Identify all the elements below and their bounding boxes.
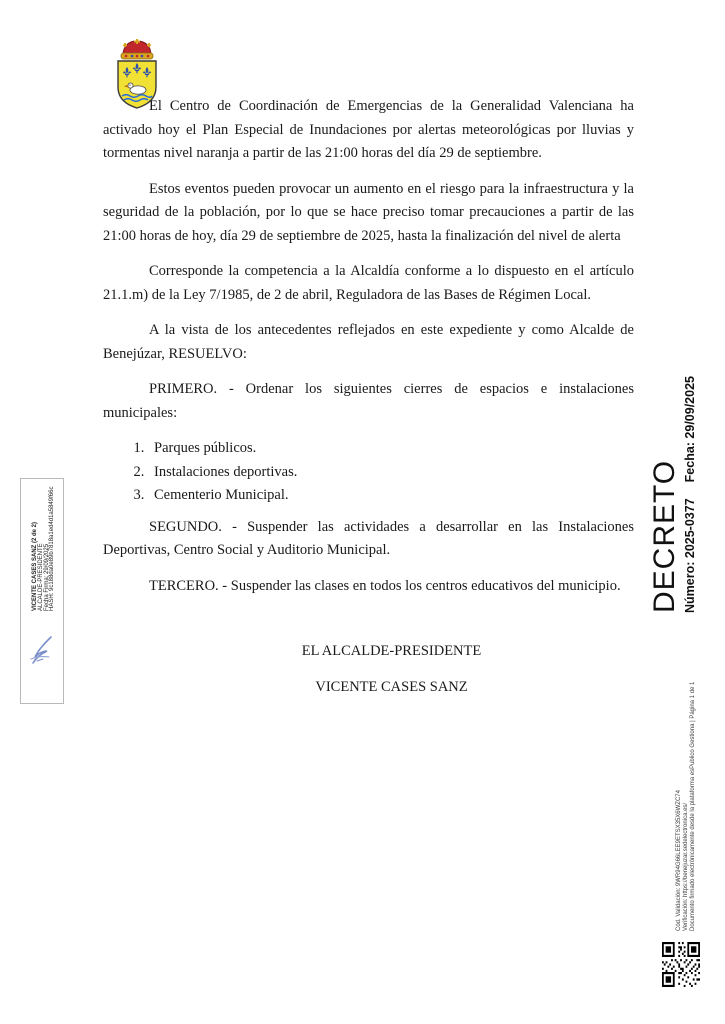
paragraph-segundo: SEGUNDO. - Suspender las actividades a desarrollar en las Instalaciones Deportivas, Centro Social y Auditorio Municipal. bbox=[103, 518, 634, 558]
stamp-signer-role: ALCALDE-PRESIDENTE bbox=[37, 543, 44, 611]
decree-body bbox=[103, 95, 634, 711]
decree-meta bbox=[682, 376, 698, 613]
decree-date: Fecha: 29/09/2025 bbox=[683, 376, 697, 483]
paragraph-risk: Estos eventos pueden provocar un aumento en el riesgo para la infraestructura y la seguridad de la población, por lo que se hace preciso tomar precauciones a partir de las 21:00 horas de hoy, día 29 de septiembre de 2025, hasta la finalización del nivel de alerta bbox=[103, 180, 634, 244]
list-item-text: Cementerio Municipal. bbox=[154, 487, 289, 503]
signature-block bbox=[103, 640, 634, 699]
paragraph-primero: PRIMERO. - Ordenar los siguientes cierres de espacios e instalaciones municipales: bbox=[103, 381, 634, 421]
paragraph-tercero: TERCERO. - Suspender las clases en todos los centros educativos del municipio. bbox=[149, 577, 621, 594]
decree-sidebar bbox=[647, 376, 698, 613]
list-item bbox=[148, 484, 634, 508]
handwritten-signature-icon bbox=[27, 633, 55, 667]
validation-footer bbox=[676, 682, 698, 931]
list-item bbox=[148, 461, 634, 485]
list-item-text: Instalaciones deportivas. bbox=[154, 463, 298, 480]
decree-number: Número: 2025-0377 bbox=[683, 498, 697, 613]
paragraph-competence: Corresponde la competencia a la Alcaldía conforme a lo dispuesto en el artículo 21.1.m) de la Ley 7/1985, de 2 de abril, Reguladora de las Bases de Régimen Local. bbox=[103, 263, 634, 303]
qr-code-icon bbox=[662, 942, 700, 987]
list-item bbox=[148, 437, 634, 461]
stamp-sign-date: Fecha Firma: 29/09/2025 bbox=[43, 543, 50, 611]
paragraph-resuelvo: A la vista de los antecedentes reflejados en este expediente y como Alcalde de Benejúzar, RESUELVO: bbox=[103, 322, 634, 362]
closure-list bbox=[103, 437, 634, 508]
validation-code: Cód. Validación: 9WR94G66LEE9ETSX35X6WZC74 bbox=[676, 790, 682, 931]
platform-note: Documento firmado electrónicamente desde la plataforma esPublico Gestiona | Página 1 de 1 bbox=[690, 681, 697, 931]
list-item-text: Parques públicos. bbox=[154, 440, 257, 456]
decree-title: DECRETO bbox=[648, 459, 681, 613]
signature-name: VICENTE CASES SANZ bbox=[315, 678, 468, 695]
signature-title: EL ALCALDE-PRESIDENTE bbox=[301, 643, 482, 659]
verification-url: Verificación: https://benejuzar.sedelectronica.es/ bbox=[683, 802, 690, 931]
stamp-signer-name: VICENTE CASES SANZ (2 de 2) bbox=[32, 521, 38, 611]
stamp-hash: HASH: 9c188da0e89b7818a1ed4d1a5849f66c bbox=[49, 486, 56, 611]
signature-stamp-text bbox=[33, 487, 56, 611]
paragraph-intro: El Centro de Coordinación de Emergencias de la Generalidad Valenciana ha activado hoy el Plan Especial de Inundaciones por alertas meteorológicas por lluvias y tormentas nivel naranja a partir de las 21:00 horas del día 29 de septiembre. bbox=[103, 98, 634, 161]
